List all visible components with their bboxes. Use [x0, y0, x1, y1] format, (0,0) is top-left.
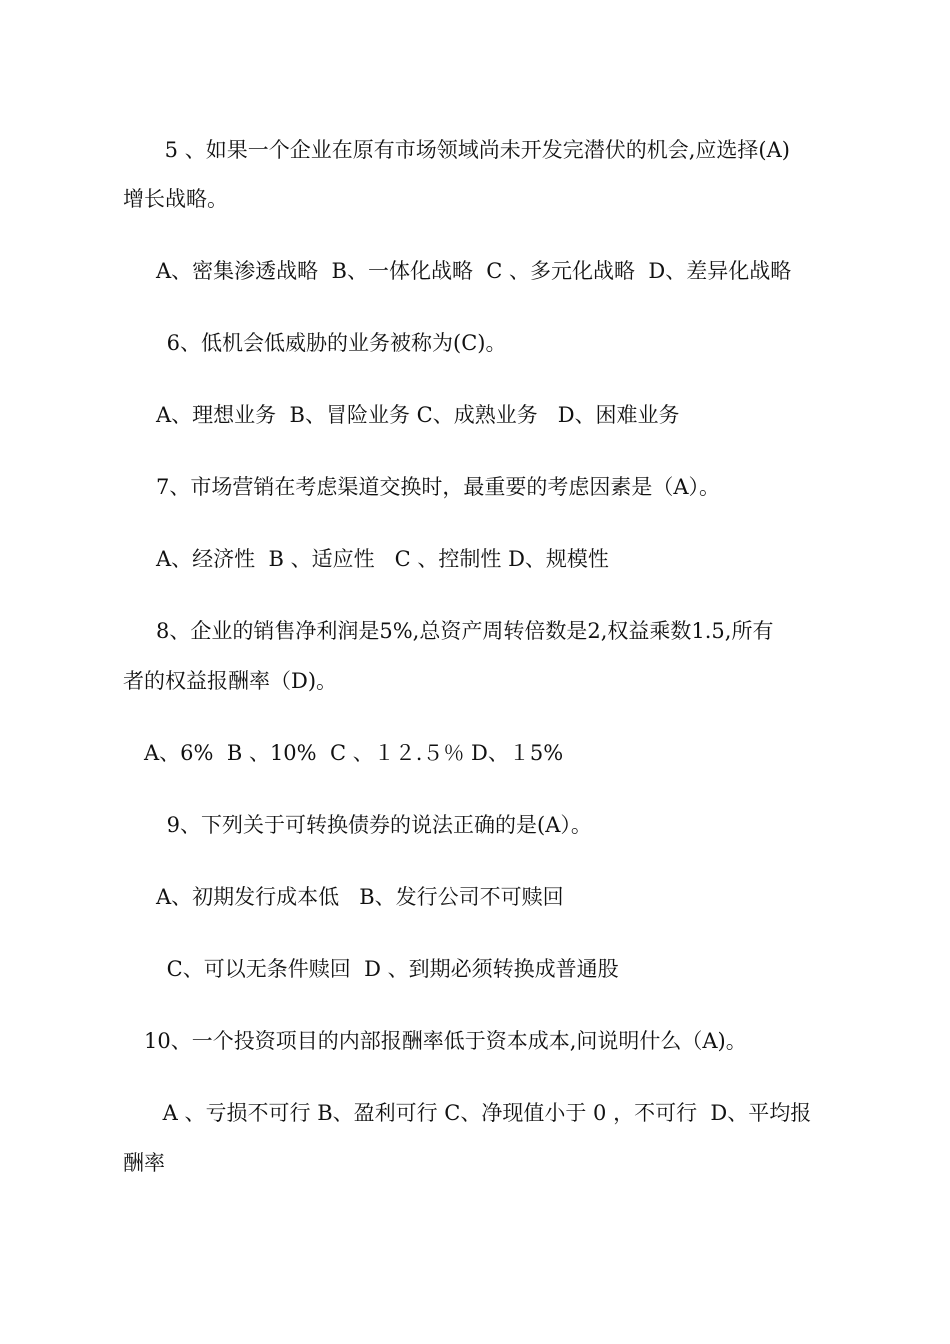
question-8-continuation: 者的权益报酬率（D)。 — [123, 669, 338, 693]
question-7-text: 7、市场营销在考虑渠道交换时，最重要的考虑因素是（A）。 — [156, 475, 721, 499]
question-9-text: 9、下列关于可转换债券的说法正确的是(A）。 — [160, 813, 592, 837]
question-10-options: A 、亏损不可行 B、盈利可行 C、净现值小于 0 ，不可行 D、平均报 — [156, 1101, 812, 1125]
question-7-options: A、经济性 B 、适应性 C 、控制性 D、规模性 — [156, 547, 609, 571]
question-9-options-c-d: C、可以无条件赎回 D 、到期必须转换成普通股 — [160, 957, 619, 981]
question-10-continuation: 酬率 — [123, 1151, 165, 1175]
question-6-text: 6、低机会低威胁的业务被称为(C)。 — [160, 331, 507, 355]
question-5-continuation: 增长战略。 — [123, 187, 228, 211]
question-10-text: 10、一个投资项目的内部报酬率低于资本成本,问说明什么（A)。 — [144, 1029, 747, 1053]
question-8-options: A、6% B 、10% C 、１２.５％ D、１5% — [144, 741, 564, 765]
question-5-options: A、密集渗透战略 B、一体化战略 C 、多元化战略 D、差异化战略 — [156, 259, 792, 283]
question-8-text: 8、企业的销售净利润是5%,总资产周转倍数是2,权益乘数1.5,所有 — [156, 619, 774, 643]
question-6-options: A、理想业务 B、冒险业务 C、成熟业务 D、困难业务 — [156, 403, 680, 427]
question-5-text: 5 、如果一个企业在原有市场领域尚未开发完潜伏的机会,应选择(A) — [158, 138, 790, 162]
question-9-options-a-b: A、初期发行成本低 B、发行公司不可赎回 — [156, 885, 564, 909]
